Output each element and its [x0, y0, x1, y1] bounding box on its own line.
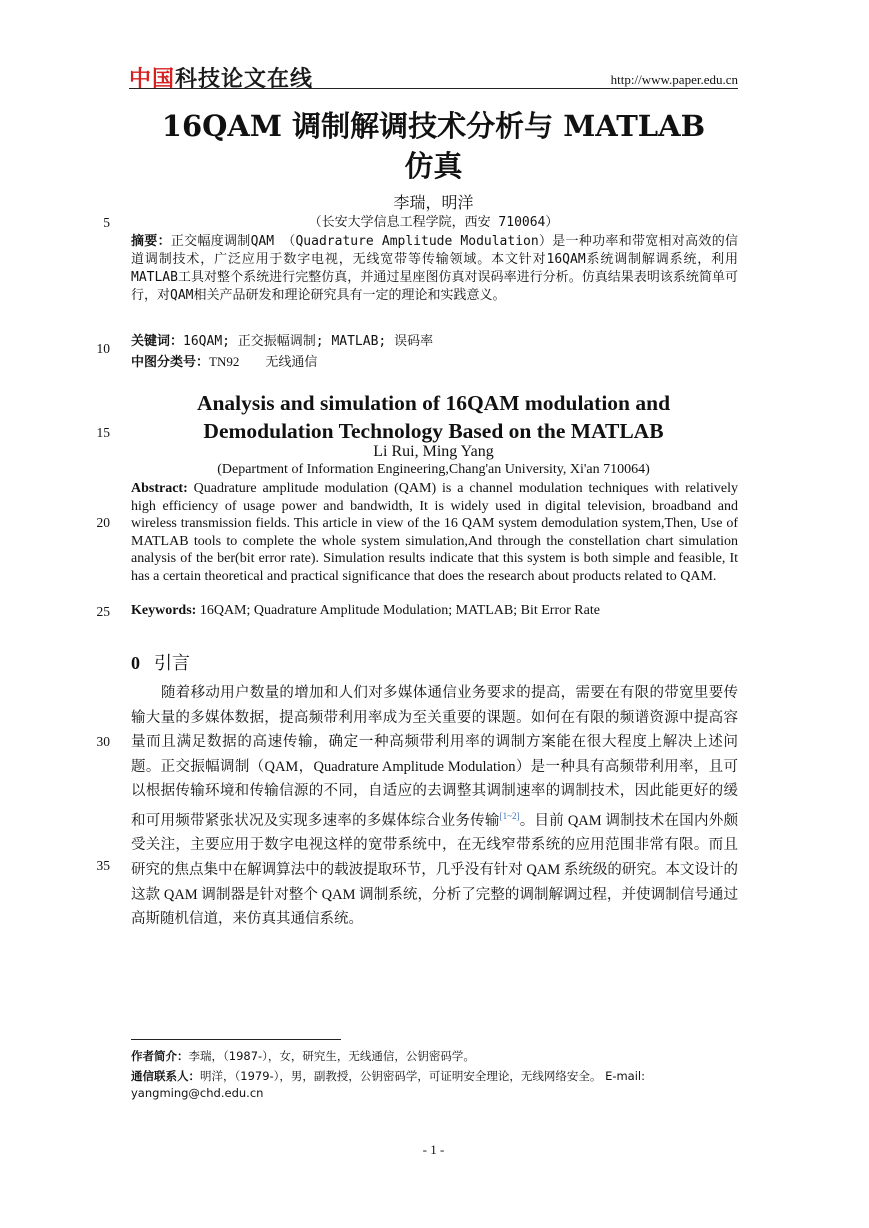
title-cn-line2: 仿真: [404, 149, 463, 183]
classification-cn-label: 中图分类号：: [131, 355, 210, 370]
line-number: 20: [96, 515, 110, 530]
footnote-divider: [131, 1039, 341, 1040]
header-divider: [129, 88, 738, 89]
section-title: 引言: [154, 653, 190, 674]
header-url[interactable]: http://www.paper.edu.cn: [610, 72, 738, 87]
title-cn-line1: 16QAM 调制解调技术分析与 MATLAB: [161, 109, 706, 143]
line-number: 25: [96, 604, 110, 619]
footnote-author-text: 李瑞，（1987-），女，研究生，无线通信，公钥密码学。: [188, 1049, 475, 1063]
line-number: 30: [96, 734, 110, 749]
footnote-contact-text: 明洋，（1979-），男，副教授，公钥密码学，可证明安全理论，无线网络安全。 E-mail: yangming@chd.edu.cn: [131, 1069, 645, 1100]
page-number: - 1 -: [422, 1142, 445, 1157]
line-number: 35: [96, 858, 110, 873]
line-number: 5: [103, 215, 110, 230]
classification-cn: [131, 353, 738, 372]
footnote-author: [131, 1048, 738, 1065]
keywords-en: [131, 603, 738, 619]
intro-text-part2: 。目前 QAM 调制技术在国内外颇受关注，主要应用于数字电视这样的宽带系统中，在无线窄带系统的应用范围非常有限。而且研究的焦点集中在解调算法中的载波提取环节，几乎没有针对 QAM 系统级的研究。本文设计的这款 QAM 调制器是针对整个 QAM 调制系统，分析了完整的调制解调过程，并使调制信号通过高斯随机信道，来仿真其通信系统。: [131, 812, 738, 928]
intro-paragraph: [131, 681, 738, 932]
abstract-en-label: Abstract:: [131, 481, 188, 496]
authors-cn: 李瑞，明洋: [393, 193, 474, 212]
intro-text-part1: 随着移动用户数量的增加和人们对多媒体通信业务要求的提高，需要在有限的带宽里要传输大量的多媒体数据，提高频带利用率成为至关重要的课题。如何在有限的频谱资源中提高容量而且满足数据的高速传输，确定一种高频带利用率的调制方案能在很大程度上解决上述问题。正交振幅调制（QAM，Quadrature Amplitude Modulation）是一种具有高频带利用率，且可以根据传输环境和传输信源的不同，自适应的去调整其调制速率的调制技术，因此能更好的缓和可用频带紧张状况及实现多速率的多媒体综合业务传输: [131, 685, 738, 829]
citation-link[interactable]: [1~2]: [499, 810, 520, 821]
line-number: 15: [96, 425, 110, 440]
line-number: 10: [96, 341, 110, 356]
classification-code: TN92: [209, 354, 240, 369]
keywords-cn-label: 关键词：: [131, 334, 184, 349]
classification-name: 无线通信: [265, 355, 318, 370]
keywords-en-text: 16QAM; Quadrature Amplitude Modulation; MATLAB; Bit Error Rate: [196, 603, 600, 618]
abstract-cn-label: 摘要：: [131, 234, 171, 249]
keywords-cn: [131, 333, 738, 351]
logo-red-text: 中国: [129, 67, 176, 92]
affiliation-cn: （长安大学信息工程学院，西安 710064）: [308, 215, 559, 230]
authors-en: Li Rui, Ming Yang: [373, 443, 494, 460]
paper-title-cn: [129, 106, 738, 186]
affiliation-en: (Department of Information Engineering,Chang'an University, Xi'an 710064): [217, 462, 650, 477]
abstract-en-text: Quadrature amplitude modulation (QAM) is a channel modulation techniques with relatively high efficiency of usage power and bandwidth, It is widely used in digital television, broadband and wireless transmission fields. This article in view of the 16 QAM system demodulation system,Then, Use of MATLAB tools to complete the whole system simulation,And through the constellation chart simulation analysis of the ber(bit error rate). Simulation results indicate that this system is both simple and feasible, It has a certain theoretical and practical significance that does the research about products related to QAM.: [131, 481, 738, 584]
footnote-contact-label: 通信联系人：: [131, 1069, 200, 1083]
abstract-en: [131, 480, 738, 586]
keywords-cn-text: 16QAM; 正交振幅调制; MATLAB; 误码率: [183, 334, 434, 349]
footnote-author-label: 作者简介：: [131, 1049, 189, 1063]
abstract-cn-text: 正交幅度调制QAM （Quadrature Amplitude Modulation）是一种功率和带宽相对高效的信道调制技术，广泛应用于数字电视，无线宽带等传输领域。本文针对16QAM系统调制解调系统，利用MATLAB工具对整个系统进行完整仿真，并通过星座图仿真对误码率进行分析。仿真结果表明该系统简单可行，对QAM相关产品研发和理论研究具有一定的理论和实践意义。: [131, 234, 738, 303]
section-heading: [131, 649, 190, 675]
title-en-line1: Analysis and simulation of 16QAM modulation and: [196, 391, 671, 415]
title-en-line2: Demodulation Technology Based on the MATLAB: [203, 419, 664, 443]
paper-title-en: [129, 389, 738, 445]
logo-black-text: 科技论文在线: [175, 67, 314, 92]
abstract-cn: [131, 233, 738, 305]
footnote-contact: [131, 1068, 738, 1102]
section-number: 0: [131, 653, 140, 673]
keywords-en-label: Keywords:: [131, 603, 197, 618]
